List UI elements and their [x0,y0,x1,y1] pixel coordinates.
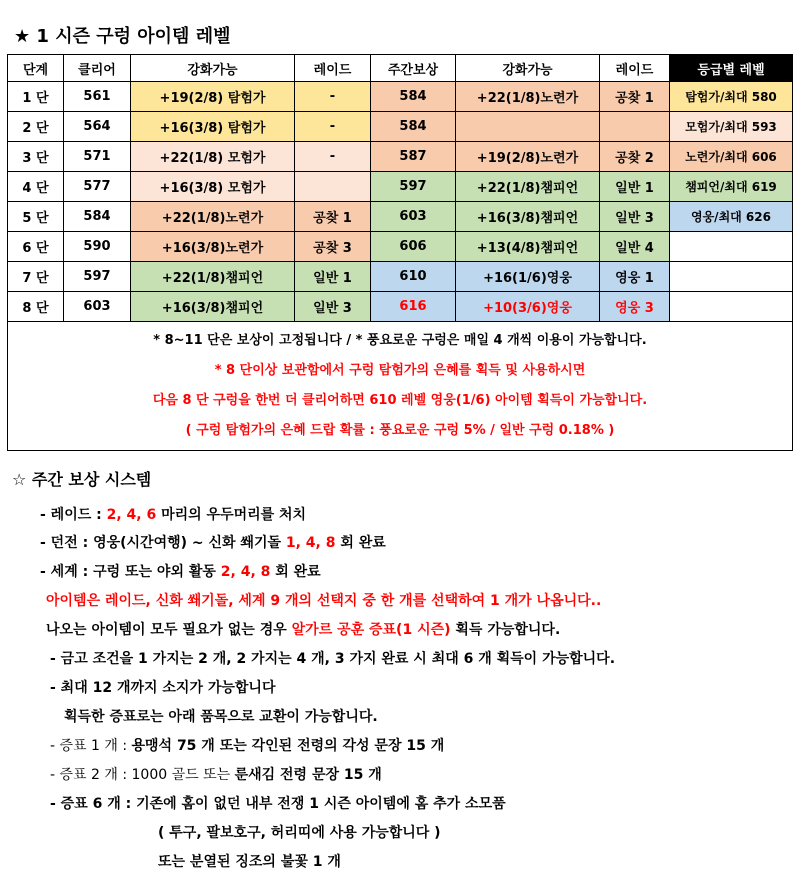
table-cell: +22(1/8) 모험가 [131,142,295,172]
table-cell: 일반 1 [295,262,371,292]
table-row [8,292,793,322]
table-header-row [8,55,793,82]
table-cell: 571 [64,142,131,172]
table-cell: +16(1/6)영웅 [456,262,600,292]
token-desc-end: 획득 가능합니다. [450,622,561,638]
note-line: 다음 8 단 구렁을 한번 더 클리어하면 610 레벨 영웅(1/6) 아이템 획득이 가능합니다. [152,393,648,408]
table-cell: - [295,142,371,172]
note-line: * 8 단이상 보관함에서 구렁 탐험가의 은혜를 획득 및 사용하시면 [214,363,586,378]
item-level-table [7,54,793,451]
table-cell: 5 단 [8,202,64,232]
page-title: ★ 1 시즌 구렁 아이템 레벨 [14,26,231,47]
token6-line: - 증표 6 개 : 기존에 홈이 없던 내부 전쟁 1 시즌 아이템에 홈 추가 소모품 [50,796,506,812]
table-cell [670,262,793,292]
table-cell: 일반 3 [295,292,371,322]
table-cell: +22(1/8)챔피언 [456,172,600,202]
table-cell: 561 [64,82,131,112]
table-cell: 2 단 [8,112,64,142]
table-cell: 584 [64,202,131,232]
table-cell: 564 [64,112,131,142]
table-cell: +16(3/8)챔피언 [456,202,600,232]
token-desc: 나오는 아이템이 모두 필요가 없는 경우 [46,622,292,638]
table-cell: 4 단 [8,172,64,202]
table-row [8,112,793,142]
table-cell: 3 단 [8,142,64,172]
table-cell: +13(4/8)챔피언 [456,232,600,262]
table-cell: +19(2/8) 탐험가 [131,82,295,112]
table-cell: 8 단 [8,292,64,322]
table-row [8,202,793,232]
table-cell: 6 단 [8,232,64,262]
header-cell: 강화가능 [456,55,600,82]
table-cell [456,112,600,142]
table-cell: 590 [64,232,131,262]
table-cell: 일반 4 [600,232,670,262]
header-cell: 단계 [8,55,64,82]
table-cell: 노련가/최대 606 [670,142,793,172]
table-row [8,262,793,292]
table-cell: - [295,112,371,142]
table-cell: +22(1/8)챔피언 [131,262,295,292]
table-cell: 일반 3 [600,202,670,232]
world-desc: 회 완료 [270,564,321,580]
table-cell: 584 [371,82,456,112]
item-select-line: 아이템은 레이드, 신화 쐐기돌, 세계 9 개의 선택지 중 한 개를 선택하여 1 개가 나옵니다.. [46,593,602,609]
dungeon-nums: 1, 4, 8 [285,535,336,551]
note-line: ( 구렁 탐험가의 은혜 드랍 확률 : 풍요로운 구렁 5% / 일반 구렁 0.18% ) [185,423,615,438]
table-cell: 영웅 3 [600,292,670,322]
table-cell: +16(3/8)챔피언 [131,292,295,322]
table-cell: - [295,82,371,112]
table-cell: 587 [371,142,456,172]
token-name: 알가르 공훈 증표(1 시즌) [291,622,451,638]
exchange-line: 획득한 증표로는 아래 품목으로 교환이 가능합니다. [64,709,378,725]
raid-line [40,504,306,524]
table-cell: 616 [371,292,456,322]
table-cell: +10(3/6)영웅 [456,292,600,322]
token6-usage: ( 투구, 팔보호구, 허리띠에 사용 가능합니다 ) [158,825,441,841]
table-cell: 영웅 1 [600,262,670,292]
token6-alt: 또는 분열된 징조의 불꽃 1 개 [158,854,341,870]
raid-nums: 2, 4, 6 [106,507,157,523]
table-cell [600,112,670,142]
table-cell: 공찾 1 [600,82,670,112]
table-row [8,142,793,172]
table-cell: 597 [371,172,456,202]
raid-label: - 레이드 : [40,507,107,523]
token1-label: - 증표 1 개 : [50,738,132,754]
raid-desc: 마리의 우두머리를 처치 [156,507,307,523]
header-cell: 주간보상 [371,55,456,82]
table-row [8,82,793,112]
table-cell: +16(3/8)노련가 [131,232,295,262]
table-cell: 챔피언/최대 619 [670,172,793,202]
table-notes-row [8,322,793,451]
token2-reward: 룬새김 전령 문장 15 개 [234,767,382,783]
table-cell: 공찾 3 [295,232,371,262]
token-line [46,619,560,639]
max-hold-line: - 최대 12 개까지 소지가 가능합니다 [50,680,276,696]
header-cell: 등급별 레벨 [670,55,793,82]
table-cell: 7 단 [8,262,64,292]
header-cell: 강화가능 [131,55,295,82]
table-cell: 610 [371,262,456,292]
table-cell: +16(3/8) 모험가 [131,172,295,202]
table-cell: 603 [64,292,131,322]
table-row [8,172,793,202]
dungeon-line [40,532,386,552]
world-nums: 2, 4, 8 [220,564,271,580]
token2-line [50,764,382,784]
note-line: * 8~11 단은 보상이 고정됩니다 / * 풍요로운 구렁은 매일 4 개씩 이용이 가능합니다. [153,333,647,348]
dungeon-desc: 회 완료 [335,535,386,551]
table-cell: 공찾 1 [295,202,371,232]
table-cell: 탐험가/최대 580 [670,82,793,112]
table-cell: 606 [371,232,456,262]
table-cell: 영웅/최대 626 [670,202,793,232]
table-cell: +22(1/8)노련가 [456,82,600,112]
table-notes [8,322,793,451]
table-cell: 597 [64,262,131,292]
world-label: - 세계 : 구렁 또는 야외 활동 [40,564,221,580]
header-cell: 클리어 [64,55,131,82]
token1-line [50,735,444,755]
weekly-section-title: ☆ 주간 보상 시스템 [12,470,152,489]
token2-label: - 증표 2 개 : 1000 골드 또는 [50,767,235,783]
table-cell: 584 [371,112,456,142]
table-cell: 일반 1 [600,172,670,202]
table-cell: 603 [371,202,456,232]
table-cell: +22(1/8)노련가 [131,202,295,232]
table-cell: 1 단 [8,82,64,112]
table-cell: 577 [64,172,131,202]
dungeon-label: - 던전 : 영웅(시간여행) ~ 신화 쐐기돌 [40,535,286,551]
header-cell: 레이드 [295,55,371,82]
table-cell [295,172,371,202]
table-row [8,232,793,262]
token1-reward: 용맹석 75 개 또는 각인된 전령의 각성 문장 15 개 [131,738,445,754]
world-line [40,561,321,581]
table-cell: +19(2/8)노련가 [456,142,600,172]
header-cell: 레이드 [600,55,670,82]
table-cell: +16(3/8) 탐험가 [131,112,295,142]
table-cell [670,232,793,262]
vault-line: - 금고 조건을 1 가지는 2 개, 2 가지는 4 개, 3 가지 완료 시 최대 6 개 획득이 가능합니다. [50,651,616,667]
table-cell: 모험가/최대 593 [670,112,793,142]
table-cell [670,292,793,322]
table-cell: 공찾 2 [600,142,670,172]
